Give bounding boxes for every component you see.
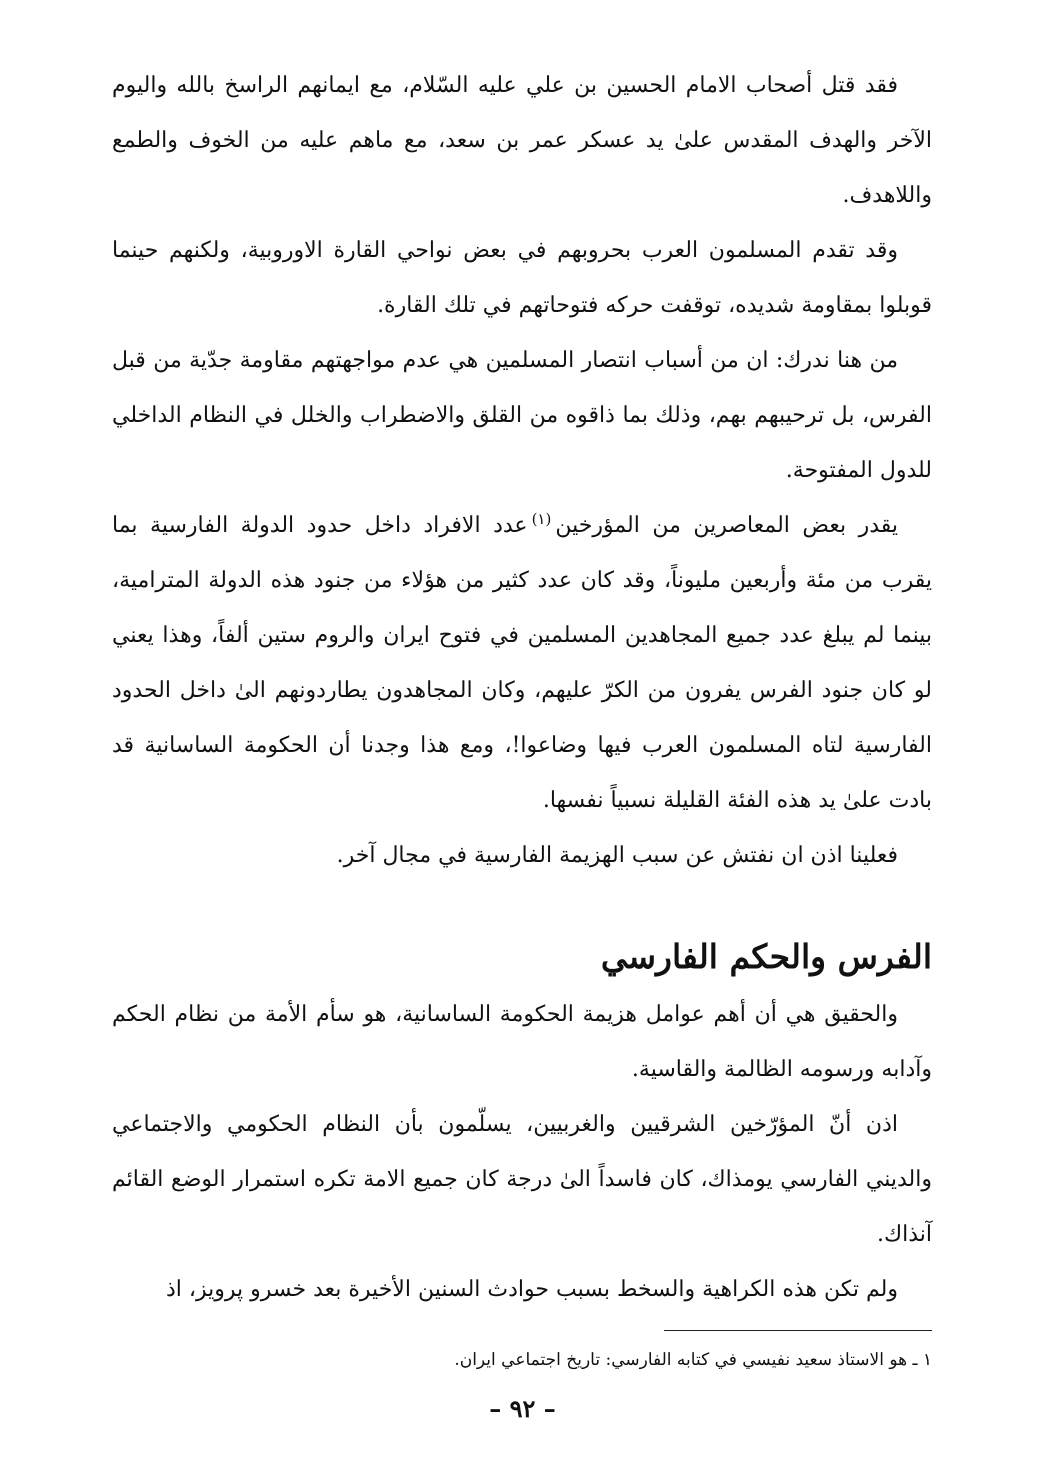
paragraph-6: والحقيق هي أن أهم عوامل هزيمة الحكومة الساسانية، هو سأم الأمة من نظام الحكم وآدابه ورسومه الظالمة والقاسية. [112, 1002, 932, 1082]
paragraph-4-rest: عدد الافراد داخل حدود الدولة الفارسية بما يقرب من مئة وأربعين مليوناً، وقد كان عدد كثير من هؤلاء من جنود هذه الدولة المترامية، بينما لم يبلغ عدد جميع المجاهدين المسلمين في فتوح ايران والروم ستين ألفاً، وهذا يعني لو كان جنود الفرس يفرون من الكرّ عليهم، وكان المجاهدون يطاردونهم الىٰ داخل الحدود الفارسية لتاه المسلمون العرب فيها وضاعوا!، ومع هذا وجدنا أن الحكومة الساسانية قد بادت علىٰ يد هذه الفئة القليلة نسبياً نفسها. [112, 513, 932, 813]
paragraph-4 [112, 498, 932, 828]
paragraph-8: ولم تكن هذه الكراهية والسخط بسبب حوادث السنين الأخيرة بعد خسرو پرويز، اذ [165, 1277, 898, 1302]
footnote-reference: (١) [531, 509, 552, 528]
page-number: – ٩٢ – [489, 1394, 556, 1423]
section-title: الفرس والحكم الفارسي [600, 937, 932, 976]
page-body [112, 58, 932, 1317]
paragraph-1: فقد قتل أصحاب الامام الحسين بن علي عليه السّلام، مع ايمانهم الراسخ بالله واليوم الآخر والهدف المقدس علىٰ يد عسكر عمر بن سعد، مع ماهم عليه من الخوف والطمع واللاهدف. [112, 73, 932, 208]
footnote: ١ ـ هو الاستاذ سعيد نفيسي في كتابه الفارسي: تاريخ اجتماعي ايران. [454, 1350, 932, 1370]
paragraph-5: فعلينا اذن ان نفتش عن سبب الهزيمة الفارسية في مجال آخر. [336, 843, 898, 868]
paragraph-7: اذن أنّ المؤرّخين الشرقيين والغربيين، يسلّمون بأن النظام الحكومي والاجتماعي والديني الفارسي يومذاك، كان فاسداً الىٰ درجة كان جميع الامة تكره استمرار الوضع القائم آنذاك. [112, 1112, 932, 1247]
paragraph-2: وقد تقدم المسلمون العرب بحروبهم في بعض نواحي القارة الاوروبية، ولكنهم حينما قوبلوا بمقاومة شديده، توقفت حركه فتوحاتهم في تلك القارة. [112, 238, 932, 318]
footnote-divider [664, 1330, 932, 1331]
paragraph-3: من هنا ندرك: ان من أسباب انتصار المسلمين هي عدم مواجهتهم مقاومة جدّية من قبل الفرس، بل ترحيبهم بهم، وذلك بما ذاقوه من القلق والاضطراب والخلل في النظام الداخلي للدول المفتوحة. [112, 348, 932, 483]
paragraph-4-start: يقدر بعض المعاصرين من المؤرخين [555, 513, 899, 538]
